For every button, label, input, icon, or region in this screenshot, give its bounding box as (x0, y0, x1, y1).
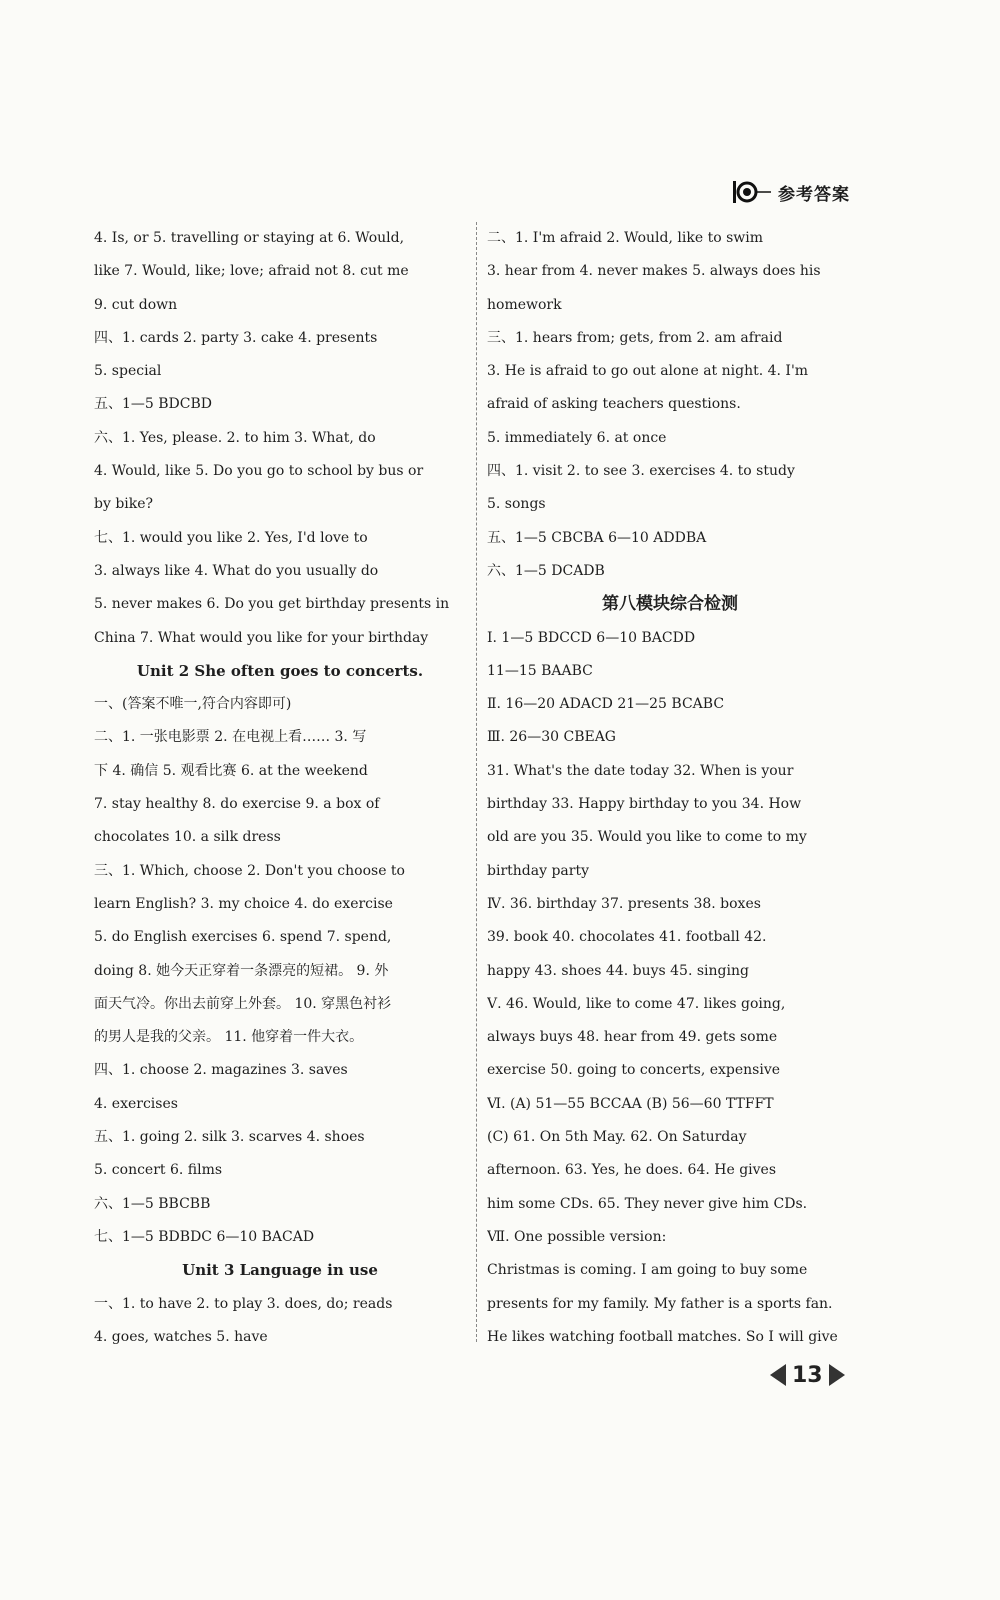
answer-line: 11—15 BAABC (487, 662, 593, 679)
answer-line: 五、1. going 2. silk 3. scarves 4. shoes (94, 1129, 365, 1146)
answer-line: 五、1—5 CBCBA 6—10 ADDBA (487, 529, 707, 546)
answer-line: doing 8. 她今天正穿着一条漂亮的短裙。 9. 外 (94, 962, 389, 979)
answer-line: 五、1—5 BDCBD (94, 396, 213, 413)
section-heading: Unit 2 She often goes to concerts. (136, 661, 424, 680)
answer-line: He likes watching football matches. So I will give (487, 1328, 838, 1345)
left-answer-column (94, 222, 466, 1354)
answer-line: 一、(答案不唯一,符合内容即可) (94, 696, 292, 713)
answer-line: 31. What's the date today 32. When is your (487, 762, 794, 779)
answer-line: 5. special (94, 363, 162, 380)
answer-line: China 7. What would you like for your birthday (94, 629, 429, 646)
answer-line: 5. songs (487, 496, 546, 513)
answer-line: birthday party (487, 862, 589, 879)
answer-line: Ⅲ. 26—30 CBEAG (487, 729, 616, 746)
answer-line: afternoon. 63. Yes, he does. 64. He gives (487, 1162, 777, 1179)
answer-line: 4. goes, watches 5. have (94, 1328, 268, 1345)
header-title: 参考答案 (778, 184, 850, 205)
answer-line: Ⅳ. 36. birthday 37. presents 38. boxes (487, 895, 761, 912)
answer-line: 7. stay healthy 8. do exercise 9. a box of (94, 796, 380, 813)
answer-line: 3. always like 4. What do you usually do (94, 562, 379, 579)
answer-line: 三、1. Which, choose 2. Don't you choose to (94, 862, 405, 879)
answer-line: 六、1—5 DCADB (487, 562, 605, 579)
book-logo-icon (732, 179, 772, 205)
answer-line: by bike? (94, 496, 154, 513)
answer-line: (C) 61. On 5th May. 62. On Saturday (487, 1129, 747, 1146)
triangle-right-icon (827, 1362, 847, 1388)
triangle-left-icon (768, 1362, 788, 1388)
answer-line: Ⅰ. 1—5 BDCCD 6—10 BACDD (487, 629, 696, 646)
answer-line: 39. book 40. chocolates 41. football 42. (487, 929, 767, 946)
answer-line: Ⅴ. 46. Would, like to come 47. likes going, (487, 995, 786, 1012)
answer-line: presents for my family. My father is a sports fan. (487, 1295, 833, 1312)
right-answer-column (487, 222, 853, 1354)
answer-line: 3. hear from 4. never makes 5. always does his (487, 263, 821, 280)
answer-line: always buys 48. hear from 49. gets some (487, 1029, 778, 1046)
page-number-block (768, 1362, 847, 1388)
answer-line: chocolates 10. a silk dress (94, 829, 281, 846)
answer-line: 5. immediately 6. at once (487, 429, 667, 446)
answer-line: exercise 50. going to concerts, expensive (487, 1062, 781, 1079)
answer-line: 4. Would, like 5. Do you go to school by bus or (94, 463, 424, 480)
answer-line: 七、1—5 BDBDC 6—10 BACAD (94, 1228, 315, 1245)
answer-line: 5. do English exercises 6. spend 7. spend, (94, 929, 392, 946)
answer-line: 3. He is afraid to go out alone at night. 4. I'm (487, 363, 809, 380)
answer-line: 9. cut down (94, 296, 178, 313)
answer-line: happy 43. shoes 44. buys 45. singing (487, 962, 749, 979)
answer-line: 七、1. would you like 2. Yes, I'd love to (94, 529, 368, 546)
answer-line: 六、1. Yes, please. 2. to him 3. What, do (94, 429, 376, 446)
answer-line: 4. Is, or 5. travelling or staying at 6. Would, (94, 230, 405, 246)
answer-line: Ⅱ. 16—20 ADACD 21—25 BCABC (487, 696, 725, 713)
answer-line: homework (487, 296, 562, 313)
answer-line: 一、1. to have 2. to play 3. does, do; reads (94, 1295, 393, 1312)
answer-line: like 7. Would, like; love; afraid not 8. cut me (94, 263, 409, 280)
answer-line: 的男人是我的父亲。 11. 他穿着一件大衣。 (94, 1029, 364, 1046)
answer-line: 二、1. I'm afraid 2. Would, like to swim (487, 230, 764, 246)
answer-line: him some CDs. 65. They never give him CDs. (487, 1195, 808, 1212)
answer-line: 六、1—5 BBCBB (94, 1195, 211, 1212)
answer-line: 三、1. hears from; gets, from 2. am afraid (487, 329, 783, 346)
answer-line: Christmas is coming. I am going to buy some (487, 1262, 808, 1279)
answer-line: 四、1. choose 2. magazines 3. saves (94, 1062, 348, 1079)
answer-line: old are you 35. Would you like to come to my (487, 829, 807, 846)
answer-line: 二、1. 一张电影票 2. 在电视上看…… 3. 写 (94, 729, 367, 746)
answer-line: 四、1. visit 2. to see 3. exercises 4. to study (487, 463, 795, 480)
answer-line: birthday 33. Happy birthday to you 34. How (487, 796, 802, 813)
column-divider (476, 222, 477, 1342)
section-heading: Unit 3 Language in use (182, 1261, 378, 1280)
answer-line: learn English? 3. my choice 4. do exercise (94, 895, 393, 912)
answer-line: Ⅶ. One possible version: (487, 1228, 667, 1245)
answer-line: 面天气冷。你出去前穿上外套。 10. 穿黑色衬衫 (94, 995, 392, 1012)
page-header (732, 174, 850, 210)
page-number: 13 (792, 1362, 823, 1388)
section-heading: 第八模块综合检测 (602, 594, 738, 615)
answer-line: 4. exercises (94, 1095, 178, 1112)
answer-line: 5. concert 6. films (94, 1162, 223, 1179)
answer-line: 四、1. cards 2. party 3. cake 4. presents (94, 329, 378, 346)
answer-line: 下 4. 确信 5. 观看比赛 6. at the weekend (94, 762, 368, 779)
answer-line: afraid of asking teachers questions. (487, 396, 741, 413)
answer-line: 5. never makes 6. Do you get birthday presents in (94, 596, 450, 613)
answer-line: Ⅵ. (A) 51—55 BCCAA (B) 56—60 TTFFT (487, 1095, 774, 1112)
